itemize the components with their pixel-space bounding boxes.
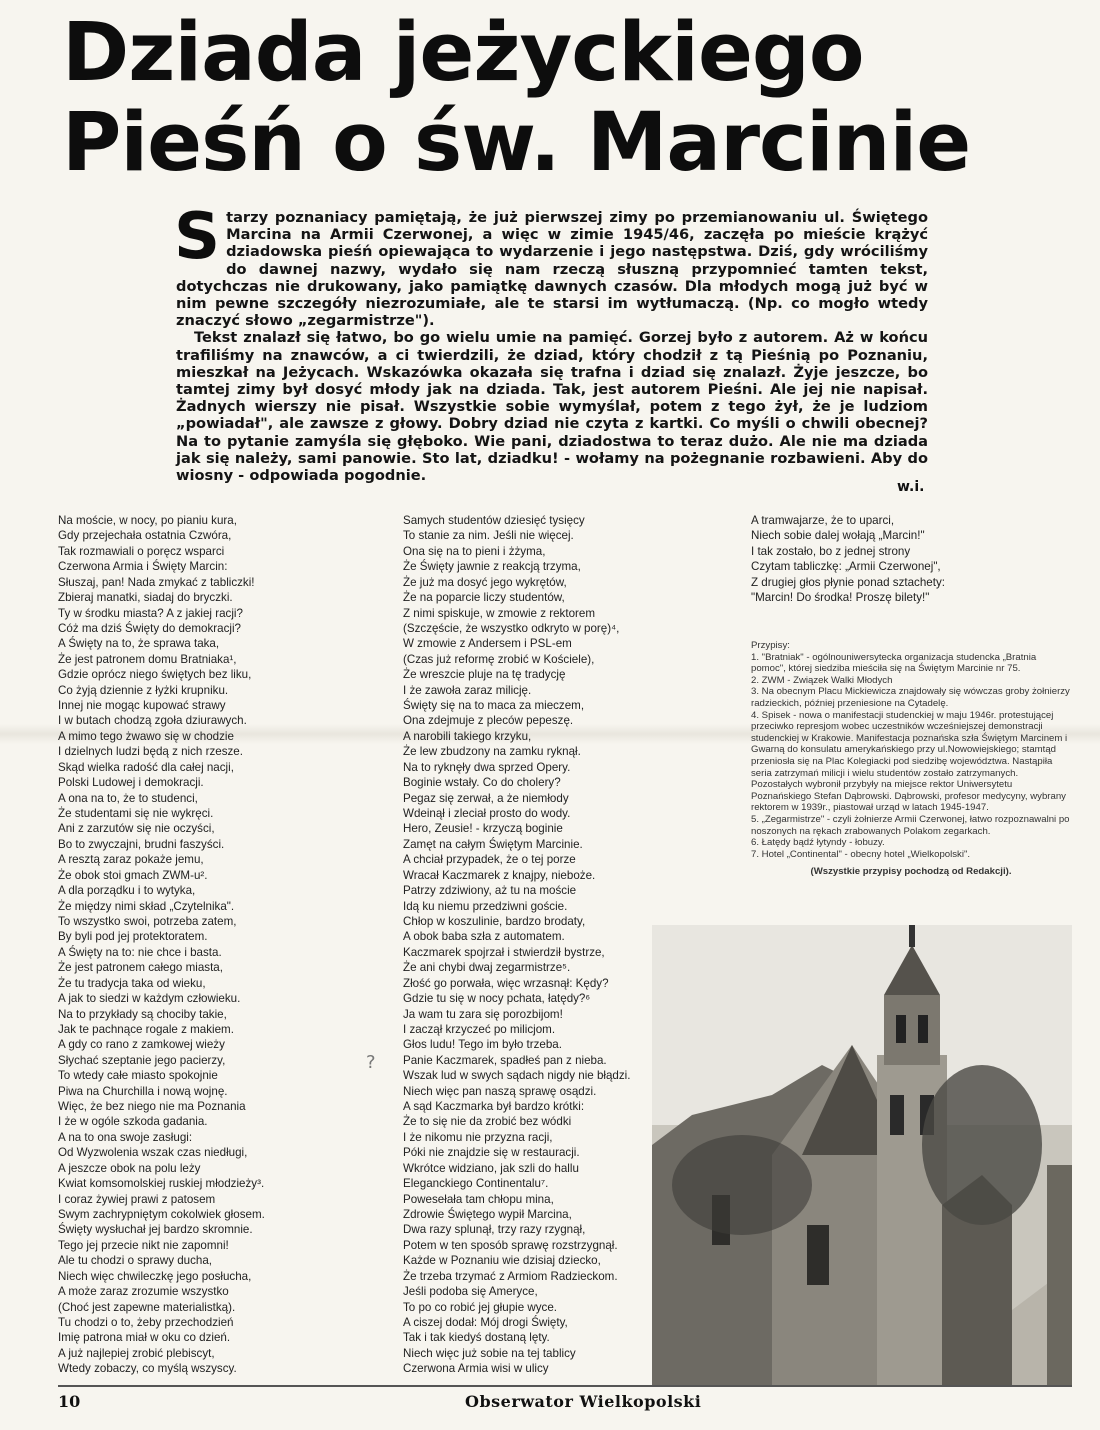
poem-line: Że Święty jawnie z reakcją trzyma, [403, 560, 581, 574]
footnote-item: 7. Hotel „Continental" - obecny hotel „Wielkopolski". [751, 848, 971, 860]
poem-line: Wszak lud w swych sądach nigdy nie błądzi. [403, 1069, 631, 1083]
poem-line: Gdzie oprócz niego świętych bez liku, [58, 668, 252, 682]
poem-line: A sąd Kaczmarka był bardzo krótki: [403, 1100, 585, 1114]
poem-line: A Święty na to, że sprawa taka, [58, 637, 220, 651]
poem-line: Od Wyzwolenia wszak czas niedługi, [58, 1146, 248, 1160]
footnotes-list [751, 652, 1071, 861]
poem-line: Kaczmarek spojrzał i stwierdził bystrze, [403, 945, 605, 959]
poem-line: Święty się na to maca za mieczem, [403, 699, 585, 713]
poem-line: Bo to zwyczajni, brudni faszyści. [58, 837, 225, 851]
poem-line: Czytam tabliczkę: „Armii Czerwonej", [751, 560, 941, 574]
poem-line: Ona się na to pieni i żżyma, [403, 544, 546, 558]
poem-line: Że ani chybi dwaj zegarmistrze⁵. [403, 961, 571, 975]
poem-line: Że jest patronem całego miasta, [58, 961, 223, 975]
poem-line: Na to przykłady są chociby takie, [58, 1007, 227, 1021]
poem-line: Samych studentów dziesięć tysięcy [403, 514, 585, 527]
poem-line: A może zaraz zrozumie wszystko [58, 1285, 229, 1299]
poem-line: Tu chodzi o to, żeby przechodzień [58, 1315, 234, 1329]
poem-line: Kwiat komsomolskiej ruskiej młodzieży³. [58, 1177, 265, 1191]
poem-line: I w butach chodzą zgoła dziurawych. [58, 714, 247, 728]
poem-line: Zbieraj manatki, siadaj do bryczki. [58, 591, 233, 605]
poem-line: Innej nie mogąc kupować strawy [58, 699, 226, 713]
poem-line: Że na poparcie liczy studentów, [403, 591, 565, 605]
footnote-item: 5. „Zegarmistrze" - czyli żołnierze Armii Czerwonej, łatwo rozpoznawalni po noszonych na rękach zrabowanych Polakom zegarkach. [751, 813, 1070, 837]
poem-line: A już najlepiej zrobić plebiscyt, [58, 1346, 215, 1360]
poem-line: I że w ogóle szkoda gadania. [58, 1115, 208, 1129]
footnotes-source: (Wszystkie przypisy pochodzą od Redakcji). [810, 866, 1012, 878]
footnote-item: 6. Łatędy bądź łytyndy - łobuzy. [751, 837, 885, 849]
poem-line: Że tu tradycja taka od wieku, [58, 976, 206, 990]
poem-line: Tego jej przecie nikt nie zapomni! [58, 1238, 229, 1252]
title-line-2: Pieśń o św. Marcinie [62, 96, 971, 190]
poem-line: A tramwajarze, że to uparci, [751, 514, 895, 527]
poem-line: Piwa na Churchilla i nową wojnę. [58, 1084, 228, 1098]
poem-line: Z drugiej głos płynie ponad sztachety: [751, 575, 945, 589]
poem-line: Czerwona Armia i Święty Marcin: [58, 560, 228, 574]
poem-line: Pegaz się zerwał, a że niemłody [403, 791, 569, 805]
poem-line: Złość go porwała, więc wrzasnął: Kędy? [403, 976, 609, 990]
poem-line: A jeszcze obok na polu leży [58, 1161, 201, 1175]
poem-line: Gdy przejechała ostatnia Czwóra, [58, 529, 232, 543]
intro-paragraph-2: Tekst znalazł się łatwo, bo go wielu umie na pamięć. Gorzej było z autorem. Aż w końcu trafiliśmy na znawców, a ci twierdzili, że dziad, który chodził z tą Pieśnią po Poznaniu, mieszkał na Jeżycach. Wskazówka okazała się trafna i dziad się znalazł. Żyje jeszcze, bo tamtej zimy był dosyć młody jak na dziada. Tak, jest autorem Pieśni. Ale jej nie napisał. Żadnych wierszy nie pisał. Wszystkie sobie wymyślał, potem z tego żył, że je ludziom „powiadał", ale zawsze z głowy. Dobry dziad nie czyta z kartki. Co myśli o chwili obecnej? Na to pytanie zamyśla się głęboko. Wie pani, dziadostwa to teraz dużo. Ale nie ma dziada jak się należy, sami panowie. Sto lat, dziadku! - wołamy na pożegnanie rozbawieni. Aby do wiosny - odpowiada pogodnie. [176, 329, 928, 485]
poem-line: Niech więc pan naszą sprawę osądzi. [403, 1084, 597, 1098]
intro-paragraph-1: tarzy poznaniacy pamiętają, że już pierwszej zimy po przemianowaniu ul. Świętego Marcina na Armii Czerwonej, a więc w zimie 1945/46, zaczęła po mieście krążyć dziadowska pieśń opiewająca to wydarzenie i jego następstwa. Dziś, gdy wróciliśmy do dawnej nazwy, wydało się nam rzeczą słuszną przypomnieć tamten tekst, dotychczas nie drukowany, jako pamiątkę dawnych czasów. Dla młodych mogą już być w nim pewne szczegóły niezrozumiałe, ale te starsi im wytłumaczą. (Np. co mogło wtedy znaczyć słowo „zegarmistrze"). [176, 209, 928, 330]
poem-line: W zmowie z Andersem i PSL-em [403, 637, 572, 651]
poem-line: A dla porządku i to wytyka, [58, 884, 196, 898]
poem-line: Na to ryknęły dwa sprzed Opery. [403, 760, 571, 774]
poem-line: Wtedy zobaczy, co myślą wszyscy. [58, 1362, 237, 1376]
poem-line: A obok baba szła z automatem. [403, 930, 565, 944]
poem-line: Co żyją dziennie z łyżki krupniku. [58, 683, 229, 697]
poem-line: Że trzeba trzymać z Armiom Radzieckom. [403, 1269, 618, 1283]
poem-line: I że nikomu nie przyzna racji, [403, 1130, 553, 1144]
poem-line: I że zawoła zaraz milicję. [403, 683, 532, 697]
poem-line: Że to się nie da zrobić bez wódki [403, 1115, 572, 1129]
poem-line: (Szczęście, że wszystko odkryto w porę)⁴, [403, 621, 620, 635]
poem-line: Zamęt na całym Świętym Marcinie. [403, 837, 583, 851]
poem-line: Boginie wstały. Co do cholery? [403, 776, 561, 790]
church-photo [652, 925, 1072, 1385]
poem-line: Że już ma dosyć jego wykrętów, [403, 575, 567, 589]
poem-line: Imię patrona miał w oku co dzień. [58, 1331, 231, 1345]
poem-line: Niech sobie dalej wołają „Marcin!" [751, 529, 925, 543]
poem-line: Panie Kaczmarek, spadłeś pan z nieba. [403, 1053, 607, 1067]
poem-line: Idą ku niemu przedziwni goście. [403, 899, 568, 913]
poem-line: Czerwona Armia wisi w ulicy [403, 1362, 549, 1376]
poem-line: Ona zdejmuje z pleców pepeszę. [403, 714, 574, 728]
poem-line: Ja wam tu zara się porozbijom! [403, 1007, 563, 1021]
poem-line: Wkrótce widziano, jak szli do hallu [403, 1161, 579, 1175]
poem-line: Że między nimi skład „Czytelnika". [58, 899, 235, 913]
poem-line: Ani z zarzutów się nie oczyści, [58, 822, 215, 836]
poem-line: A narobili takiego krzyku, [403, 729, 532, 743]
article-intro [174, 200, 928, 485]
poem-line: Zdrowie Świętego wypił Marcina, [403, 1207, 572, 1221]
poem-line: Jak te pachnące rogale z makiem. [58, 1022, 234, 1036]
poem-line: By byli pod jej protektoratem. [58, 930, 208, 944]
footnotes [751, 640, 1071, 878]
poem-line: Gdzie tu się w nocy pchata, łatędy?⁶ [403, 992, 591, 1006]
footnote-item: 2. ZWM - Związek Walki Młodych [751, 674, 893, 686]
poem-line: I tak zostało, bo z jednej strony [751, 544, 911, 558]
footer-rule [58, 1385, 1072, 1387]
footnote-item: 1. "Bratniak" - ogólnouniwersytecka organizacja studencka „Bratnia pomoc", której siedziba mieściła się na Świętym Marcinie nr 75. [751, 651, 1037, 675]
poem-line: Święty wysłuchał jej bardzo skromnie. [58, 1223, 253, 1237]
drop-cap: S [174, 200, 221, 274]
poem-line: Polski Ludowej i demokracji. [58, 776, 204, 790]
poem-line: Eleganckiego Continentalu⁷. [403, 1177, 549, 1191]
poem-line: Że studentami się nie wykręci. [58, 807, 214, 821]
article-title [62, 8, 1072, 188]
poem-line: To wtedy całe miasto spokojnie [58, 1069, 218, 1083]
poem-line: A Święty na to: nie chce i basta. [58, 945, 222, 959]
magazine-name: Obserwator Wielkopolski [465, 1392, 702, 1411]
poem-line: Niech więc chwileczkę jego posłucha, [58, 1269, 252, 1283]
poem-line: I zaczął krzyczeć po milicjom. [403, 1022, 556, 1036]
poem-line: To stanie za nim. Jeśli nie więcej. [403, 529, 574, 543]
poem-line: Słychać szeptanie jego pacierzy, [58, 1053, 226, 1067]
poem-line: Dwa razy splunął, trzy razy rzygnął, [403, 1223, 586, 1237]
poem-line: Że wreszcie pluje na tę tradycję [403, 668, 566, 682]
poem-line: Niech więc już sobie na tej tablicy [403, 1346, 576, 1360]
poem-line: Że obok stoi gmach ZWM-u². [58, 868, 208, 882]
poem-line: I coraz żywiej prawi z patosem [58, 1192, 216, 1206]
poem-line: Powesełała tam chłopu mina, [403, 1192, 554, 1206]
poem-line: A chciał przypadek, że o tej porze [403, 853, 576, 867]
poem-line: Jeśli podoba się Ameryce, [403, 1285, 538, 1299]
poem-line: A resztą zaraz pokaże jemu, [58, 853, 204, 867]
poem-line: A jak to siedzi w każdym człowieku. [58, 992, 241, 1006]
title-line-1: Dziada jeżyckiego [62, 6, 864, 100]
footnote-item: 3. Na obecnym Placu Mickiewicza znajdowały się wówczas groby żołnierzy radzieckich, później przeniesione na Cytadelę. [751, 686, 1070, 709]
poem-line: Głos ludu! Tego im było trzeba. [403, 1038, 562, 1052]
poem-line: (Choć jest zapewne materialistką). [58, 1300, 236, 1314]
poem-line: Tak rozmawiali o poręcz wsparci [58, 544, 225, 558]
poem-line: Tak i tak kiedyś dostaną lęty. [403, 1331, 550, 1345]
footnote-item: 4. Spisek - nowa o manifestacji studenckiej w maju 1946r. protestującej przeciwko represjom wobec uczestników wcześniejszej demonstracji studenckiej w Krakowie. Manifestacja poznańska szła Świętym Marcinem i Gwarną do konsulatu amerykańskiego przy ul.Nowowiejskiego; stamtąd przeniosła się na Plac Kolegiacki pod siedzibę województwa. Nastąpiła seria zatrzymań milicji i wielu studentów zostało zatrzymanych. Pozostałych wybronił przybyły na miejsce rektor Uniwersytetu Poznańskiego Stefan Dąbrowski. Dąbrowski, profesor medycyny, wybrany rektorem w 1939r., piastował urząd w latach 1945-1947. [751, 709, 1068, 814]
poem-line: Ale tu chodzi o sprawy ducha, [58, 1254, 213, 1268]
poem-line: Patrzy zdziwiony, aż tu na moście [403, 884, 577, 898]
poem-line: I dzielnych ludzi będą z nich rzesze. [58, 745, 243, 759]
poem-line: Swym zachrypniętym cokolwiek głosem. [58, 1207, 265, 1221]
poem-column-3 [751, 513, 1071, 606]
poem-line: Hero, Zeusie! - krzyczą boginie [403, 822, 563, 836]
poem-line: Każde w Poznaniu wie dzisiaj dziecko, [403, 1254, 601, 1268]
poem-line: Że jest patronem domu Bratniaka¹, [58, 652, 237, 666]
poem-line: "Marcin! Do środka! Proszę bilety!" [751, 591, 930, 605]
poem-line: To wszystko swoi, potrzeba zatem, [58, 914, 237, 928]
poem-line: Z nimi spiskuje, w zmowie z rektorem [403, 606, 595, 620]
poem-line: Ty w środku miasta? A z jakiej racji? [58, 606, 243, 620]
footnotes-heading: Przypisy: [751, 640, 790, 651]
poem-line: To po co robić jej głupie wyce. [403, 1300, 558, 1314]
poem-column-1 [58, 513, 378, 1377]
poem-line: Cóż ma dziś Święty do demokracji? [58, 621, 241, 635]
poem-line: Chłop w koszulinie, bardzo brodaty, [403, 914, 586, 928]
poem-line: Póki nie znajdzie się w restauracji. [403, 1146, 580, 1160]
author-signature: w.i. [897, 479, 925, 495]
poem-line: A na to ona swoje zasługi: [58, 1130, 193, 1144]
poem-line: A ona na to, że to studenci, [58, 791, 198, 805]
poem-line: A ciszej dodał: Mój drogi Święty, [403, 1315, 568, 1329]
poem-line: A gdy co rano z zamkowej wieży [58, 1038, 225, 1052]
poem-line: (Czas już reformę zrobić w Kościele), [403, 652, 595, 666]
margin-question-mark: ? [366, 1052, 376, 1073]
poem-line: Na moście, w nocy, po pianiu kura, [58, 514, 237, 527]
poem-line: Potem w ten sposób sprawę rozstrzygnął. [403, 1238, 618, 1252]
poem-line: Że lew zbudzony na zamku ryknął. [403, 745, 581, 759]
poem-line: Skąd wielka radość dla całej nacji, [58, 760, 234, 774]
poem-line: Więc, że bez niego nie ma Poznania [58, 1100, 246, 1114]
poem-line: A mimo tego żwawo się w chodzie [58, 729, 234, 743]
poem-line: Słuszaj, pan! Nada zmykać z tabliczki! [58, 575, 255, 589]
poem-line: Wracał Kaczmarek z knajpy, nieboże. [403, 868, 596, 882]
page-number: 10 [58, 1392, 81, 1411]
poem-line: Wdeinął i zleciał prosto do wody. [403, 807, 571, 821]
